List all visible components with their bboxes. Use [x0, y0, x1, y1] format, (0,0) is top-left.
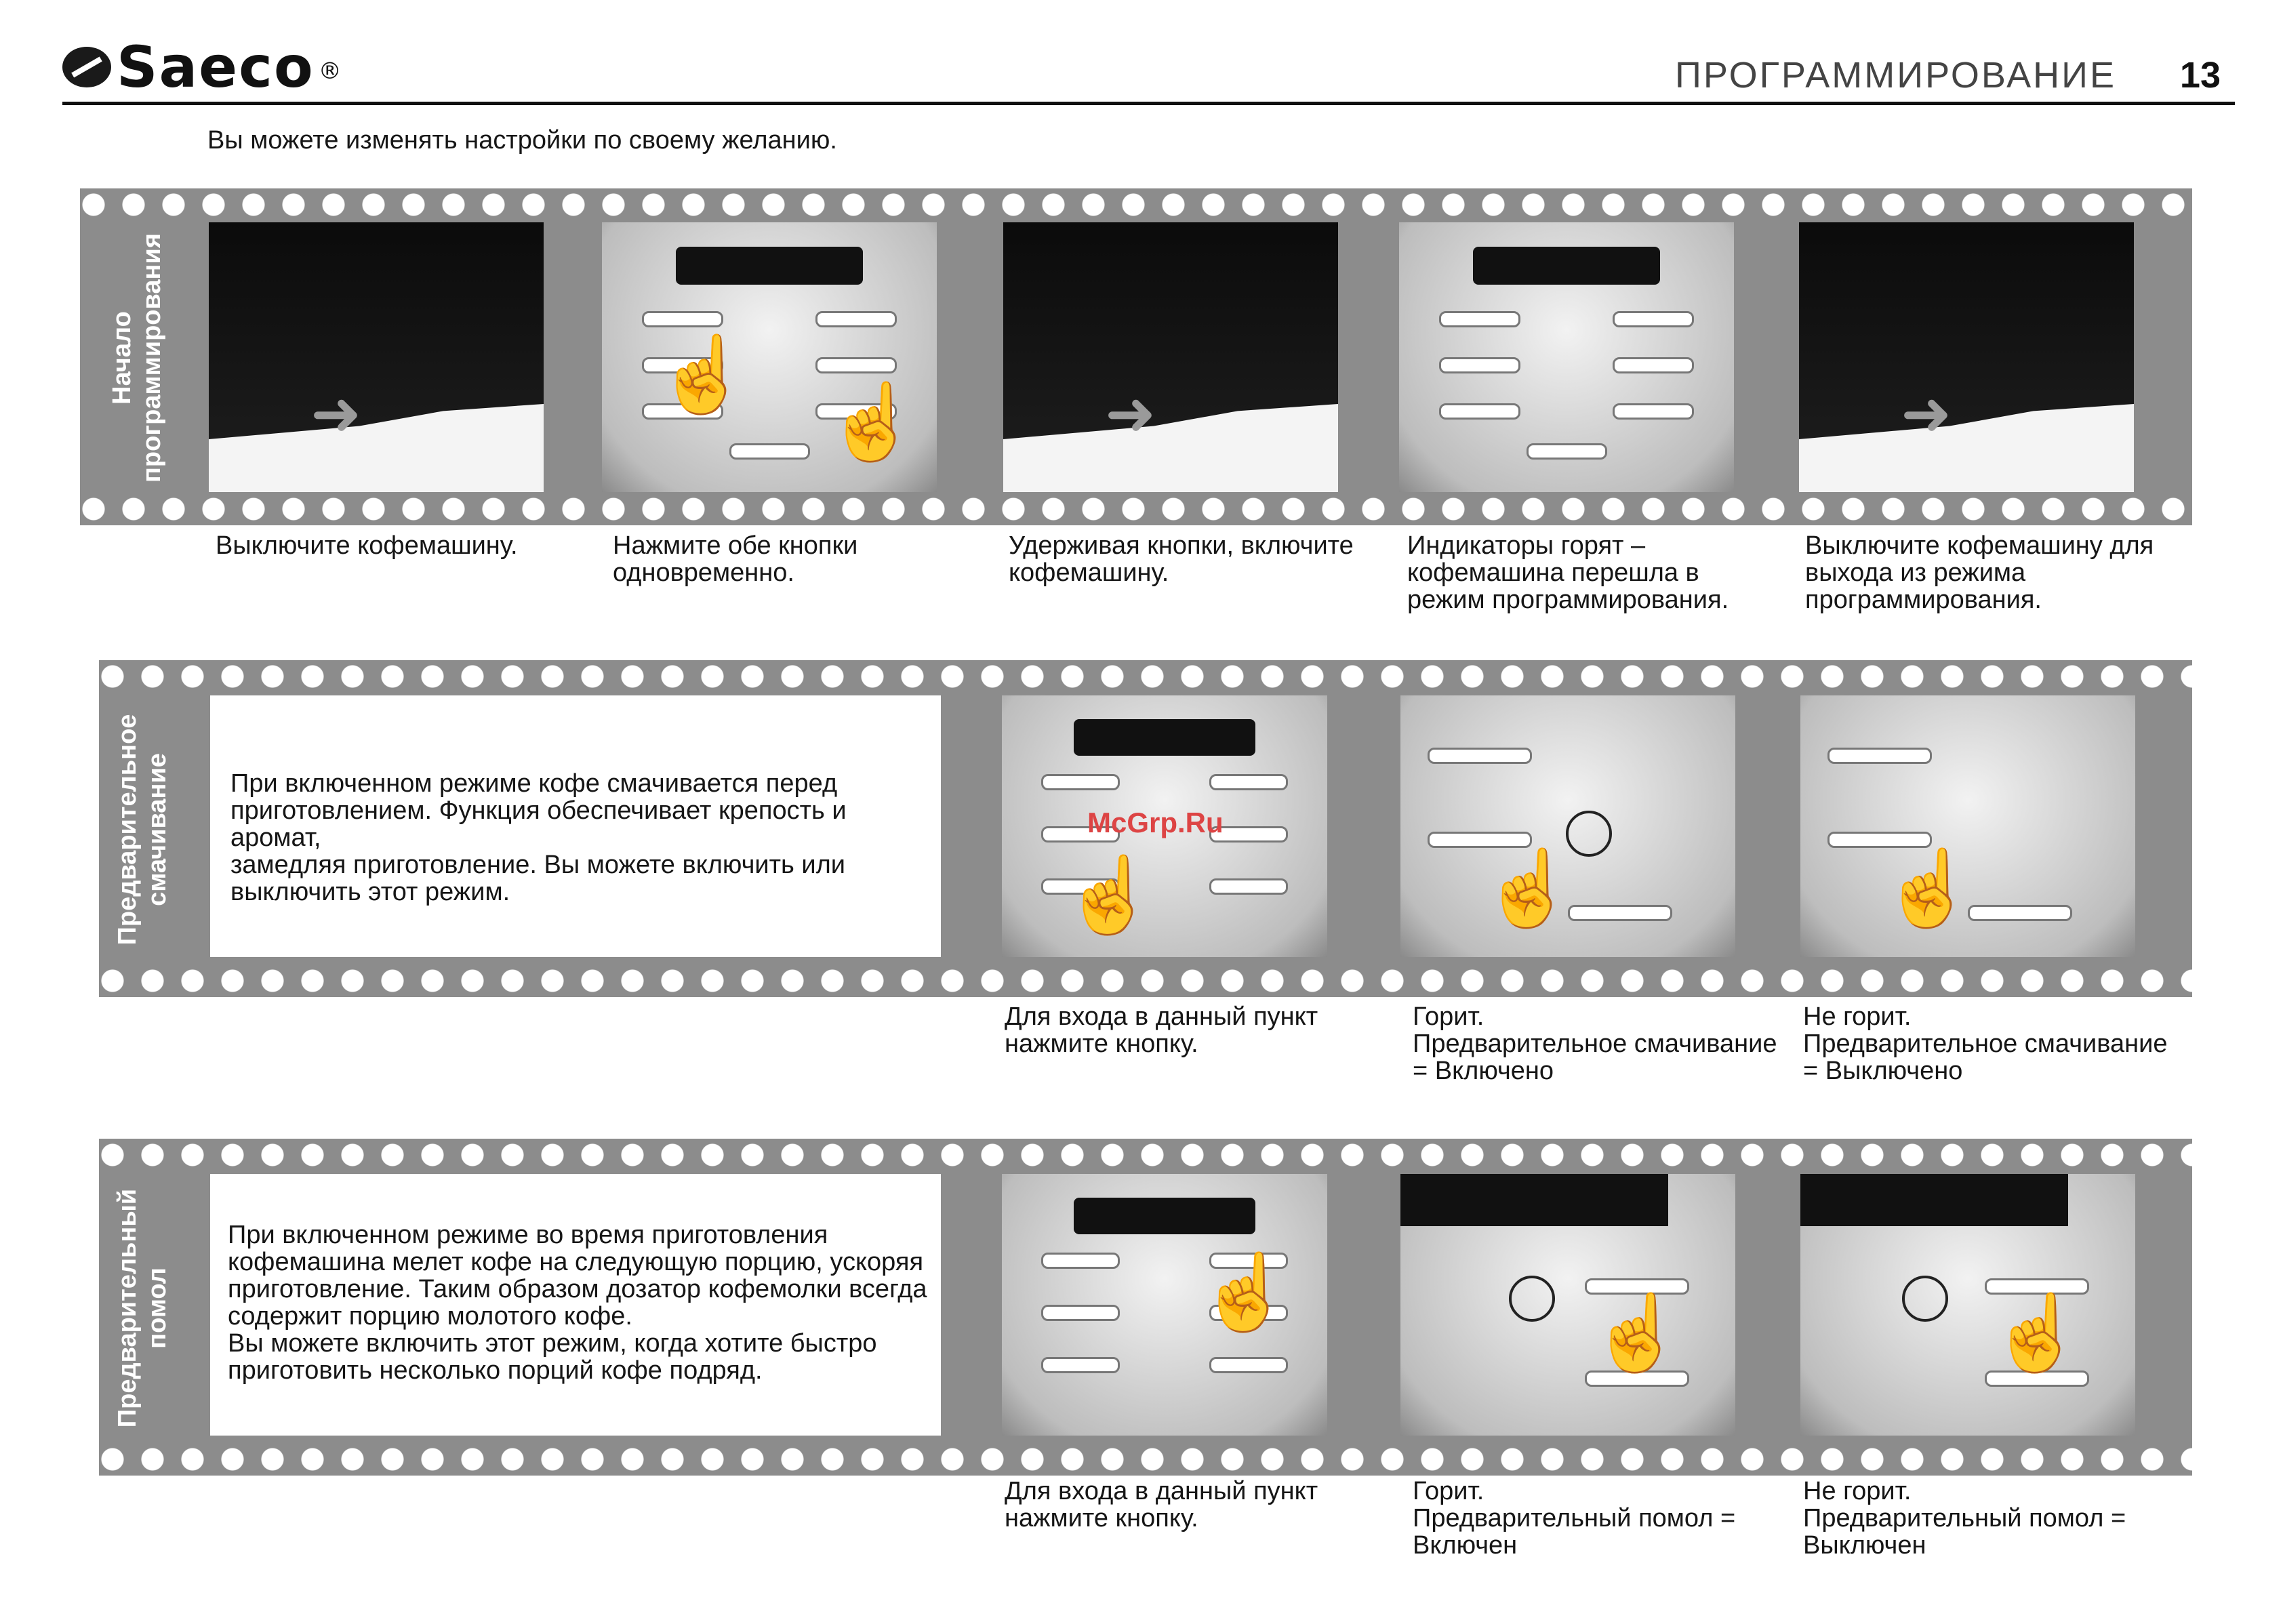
- photo-press-button-pre-grinding: [1002, 1174, 1327, 1436]
- hand-pointer-icon: ☝: [1198, 1251, 1291, 1334]
- registered-mark: ®: [318, 58, 343, 85]
- brand-name: Saeco: [117, 34, 315, 100]
- hand-pointer-icon: ☝: [1990, 1291, 2083, 1375]
- hand-pointer-icon: ☝: [826, 380, 918, 464]
- caption-pre-grinding-on: Горит. Предварительный помол = Включен: [1413, 1477, 1736, 1560]
- pre-grinding-description: При включенном режиме во время приготовления кофемашина мелет кофе на следующую порцию, ускоряя приготовление. Таким образом дозатор кофемолки всегда содержит порцию молотого кофе. Вы можете включить этот режим, когда хотите быстро приготовить несколько порций кофе подряд.: [210, 1174, 941, 1436]
- hand-pointer-icon: ☝: [1482, 847, 1575, 930]
- photo-machine-off: [209, 222, 544, 492]
- caption-step-2: Нажмите обе кнопки одновременно.: [613, 531, 858, 587]
- caption-pre-grinding-off: Не горит. Предварительный помол = Выключен: [1803, 1477, 2126, 1560]
- film-holes-top: [99, 1141, 2192, 1169]
- section-title: ПРОГРАММИРОВАНИЕ: [1675, 55, 2116, 96]
- indicator-off-circle: [1902, 1276, 1948, 1322]
- row-label-pre-infusion: Предварительное смачивание: [113, 714, 171, 946]
- watermark: McGrp.Ru: [1087, 807, 1224, 838]
- film-holes-bottom: [80, 495, 2192, 523]
- photo-indicators-lit: [1399, 222, 1734, 492]
- photo-pre-infusion-on: [1400, 695, 1735, 957]
- caption-step-4: Индикаторы горят – кофемашина перешла в режим программирования.: [1407, 531, 1729, 614]
- intro-text: Вы можете изменять настройки по своему желанию.: [207, 126, 837, 155]
- page-number: 13: [2179, 55, 2221, 96]
- film-holes-bottom: [99, 967, 2192, 994]
- photo-press-both-buttons: [602, 222, 937, 492]
- photo-pre-grinding-on: [1400, 1174, 1735, 1436]
- row-label-start-programming: Начало программирования: [108, 232, 166, 483]
- caption-step-5: Выключите кофемашину для выхода из режима программирования.: [1805, 531, 2154, 614]
- header-rule: [62, 102, 2235, 105]
- film-holes-bottom: [99, 1446, 2192, 1473]
- caption-pre-infusion-off: Не горит. Предварительное смачивание = Выключено: [1803, 1002, 2168, 1085]
- arrow-icon: ➜: [1901, 380, 1952, 448]
- hand-pointer-icon: ☝: [656, 333, 749, 416]
- caption-pre-infusion-enter: Для входа в данный пункт нажмите кнопку.: [1005, 1002, 1318, 1058]
- hand-pointer-icon: ☝: [1063, 853, 1156, 937]
- filmstrip-start-programming: [80, 188, 2192, 525]
- photo-pre-infusion-off: [1800, 695, 2135, 957]
- film-holes-top: [80, 191, 2192, 218]
- caption-pre-infusion-on: Горит. Предварительное смачивание = Включено: [1413, 1002, 1777, 1085]
- pre-infusion-description: При включенном режиме кофе смачивается перед приготовлением. Функция обеспечивает крепость и аромат, замедляя приготовление. Вы можете включить или выключить этот режим.: [210, 695, 941, 957]
- film-holes-top: [99, 663, 2192, 690]
- caption-pre-grinding-enter: Для входа в данный пункт нажмите кнопку.: [1005, 1477, 1318, 1532]
- row-label-pre-grinding: Предварительный помол: [113, 1188, 171, 1428]
- arrow-icon: ➜: [310, 380, 362, 448]
- hand-pointer-icon: ☝: [1882, 847, 1975, 930]
- caption-step-1: Выключите кофемашину.: [216, 531, 518, 560]
- photo-pre-grinding-off: [1800, 1174, 2135, 1436]
- saeco-logo-icon: [62, 47, 111, 87]
- saeco-logo: [62, 34, 343, 100]
- indicator-on-circle: [1509, 1276, 1555, 1322]
- caption-step-3: Удерживая кнопки, включите кофемашину.: [1009, 531, 1354, 587]
- photo-hold-buttons-power-on: [1003, 222, 1338, 492]
- hand-pointer-icon: ☝: [1590, 1291, 1683, 1375]
- photo-machine-off-exit: [1799, 222, 2134, 492]
- filmstrip-pre-grinding: [99, 1139, 2192, 1476]
- arrow-icon: ➜: [1105, 380, 1156, 448]
